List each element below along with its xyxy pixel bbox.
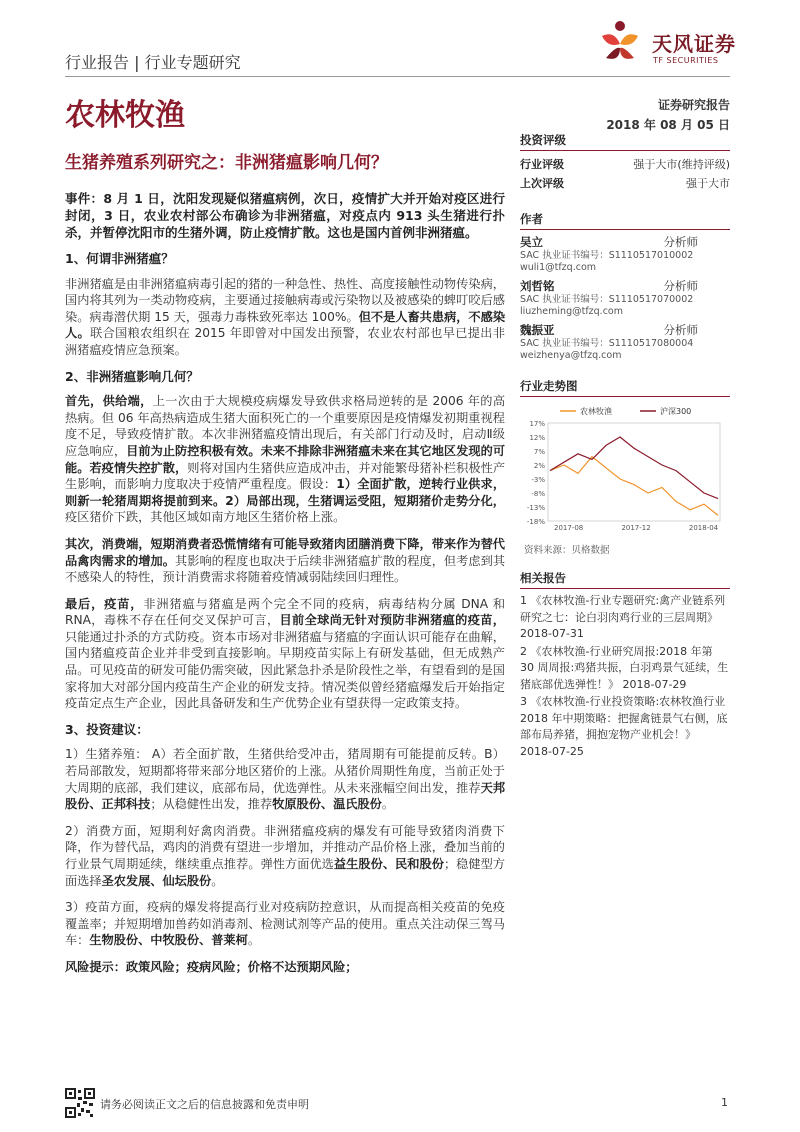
series-line bbox=[550, 457, 718, 516]
text: 3）疫苗方面，疫病的爆发将提高行业对疫病防控意识，从而提高相关疫苗的免疫覆盖率；并短期增加兽药如消毒剂、检测试剂等产品的使用。重点关注动保三驾马车： bbox=[65, 900, 505, 948]
text: 。 bbox=[381, 797, 395, 812]
text: 。 bbox=[211, 873, 224, 888]
paragraph-5 bbox=[65, 746, 505, 812]
text-bold: 风险提示：政策风险；疫病风险；价格不达预期风险； bbox=[65, 959, 358, 974]
text-bold: 首先，供给端， bbox=[65, 394, 153, 409]
author-sac: SAC 执业证书编号：S1110517080004 bbox=[520, 338, 694, 349]
rating-row bbox=[520, 155, 730, 174]
author-role: 分析师 bbox=[663, 235, 698, 249]
text: 。 bbox=[247, 933, 260, 948]
y-tick-label: -3% bbox=[531, 476, 545, 484]
text: 疫区猪价下跌，其他区域如南方地区生猪价格上涨。 bbox=[65, 510, 346, 525]
rating-value: 强于大市(维持评级) bbox=[633, 158, 730, 171]
logo-text-en: TF SECURITIES bbox=[653, 56, 719, 65]
author-name-row bbox=[520, 322, 730, 338]
footer-disclaimer: 请务必阅读正文之后的信息披露和免责申明 bbox=[100, 1098, 309, 1111]
author-email[interactable]: weizhenya@tfzq.com bbox=[520, 350, 622, 361]
rating-row bbox=[520, 174, 730, 193]
trend-heading: 行业走势图 bbox=[520, 378, 730, 397]
paragraph-1 bbox=[65, 276, 505, 359]
paragraph-4 bbox=[65, 596, 505, 712]
y-tick-label: 2% bbox=[533, 462, 545, 470]
text-bold: 目前为止防控积极有效。未来不排除非洲猪瘟未来在其它地区发现的可能。若疫情失控扩散， bbox=[65, 443, 506, 475]
x-tick-label: 2018-04 bbox=[688, 524, 719, 532]
chart-source: 资料来源：贝格数据 bbox=[524, 545, 610, 556]
text-bold: 其次，消费端，短期消费者恐慌情绪有可能导致猪肉团膳消费下降，带来作为替代品禽肉需求的增加。 bbox=[65, 536, 505, 568]
legend-label: 农林牧渔 bbox=[580, 407, 612, 416]
related-heading: 相关报告 bbox=[520, 570, 730, 589]
text-bold: 生物股份、中牧股份、普莱柯 bbox=[89, 933, 248, 948]
text-bold: 最后，疫苗， bbox=[65, 596, 144, 611]
series-line bbox=[550, 437, 718, 499]
y-tick-label: 12% bbox=[529, 434, 545, 442]
author-block bbox=[520, 278, 730, 318]
author-email[interactable]: wuli1@tfzq.com bbox=[520, 262, 597, 273]
text: 联合国粮农组织在 2015 年即曾对中国发出预警，农业农村部也早已提出非洲猪瘟疫情应急预案。 bbox=[65, 326, 506, 357]
author-name: 刘哲铭 bbox=[520, 279, 555, 293]
related-report-item[interactable]: 1 《农林牧渔-行业专题研究:禽产业链系列研究之七：论白羽肉鸡行业的三层周期》 2018-07-31 bbox=[520, 594, 726, 640]
report-date: 2018 年 08 月 05 日 bbox=[606, 118, 730, 132]
legend-label: 沪深300 bbox=[660, 407, 692, 416]
related-reports bbox=[520, 570, 730, 761]
text-bold: 天邦股份、正邦科技 bbox=[65, 780, 506, 812]
sidebar bbox=[520, 132, 730, 366]
author-role: 分析师 bbox=[663, 279, 698, 293]
section-heading-3: 3、投资建议： bbox=[65, 721, 149, 737]
text: ；稳健型方面选择 bbox=[65, 857, 506, 888]
rating-key: 上次评级 bbox=[520, 177, 564, 190]
related-report-item[interactable]: 2 《农林牧渔-行业研究周报:2018 年第 30 周周报:鸡猪共振，白羽鸡景气延续，生猪底部优选弹性！》 2018-07-29 bbox=[520, 644, 729, 691]
author-sac: SAC 执业证书编号：S1110517010002 bbox=[520, 250, 694, 261]
rating-value: 强于大市 bbox=[686, 177, 730, 190]
page-number: 1 bbox=[721, 1096, 728, 1109]
paragraph-6 bbox=[65, 823, 505, 889]
text-bold: 但不是人畜共患病，不感染人。 bbox=[65, 309, 506, 341]
y-tick-label: -13% bbox=[526, 504, 545, 512]
x-tick-label: 2017-12 bbox=[621, 524, 651, 532]
header-divider bbox=[65, 76, 730, 77]
related-report-item[interactable]: 3 《农林牧渔-行业投资策略:农林牧渔行业 2018 年中期策略：把握禽链景气右侧，底部布局养猪，拥抱宠物产业机会！》 2018-07-25 bbox=[520, 695, 728, 758]
text: 1）生猪养殖： A）若全面扩散，生猪供给受冲击，猪周期有可能提前反转。B）若局部散发，短期都将带来部分地区猪价的上涨。从猪价周期性角度，当前正处于大周期的底部，我们建议，底部布局，优选弹性。从未来涨幅空间出发，推荐 bbox=[65, 747, 505, 795]
text: 则将对国内生猪供应造成冲击，并对能繁母猪补栏积极性产生影响，而影响力度取决于疫情严重程度。假设： bbox=[65, 460, 506, 492]
author-name: 吴立 bbox=[520, 235, 543, 249]
paragraph-7 bbox=[65, 899, 505, 949]
text: 只能通过扑杀的方式防疫。资本市场对非洲猪瘟与猪瘟的字面认识可能存在曲解，国内猪瘟疫苗企业并非受到直接影响。早期疫苗实际上有研发基础，但无成熟产品。可见疫苗的研发可能仍需突破，因此紧急扑杀是阶段性之举，有望看到的是国家将加大对部分国内疫苗生产企业的研发支持。情况类似曾经猪瘟爆发后开始指定疫苗定点生产企业，因此具备研发和生产优势企业有望获得一定政策支持。 bbox=[65, 629, 505, 711]
sector-title: 农林牧渔 bbox=[65, 98, 185, 133]
author-role: 分析师 bbox=[663, 323, 698, 337]
x-tick-label: 2017-08 bbox=[554, 524, 584, 532]
text: 2）消费方面，短期利好禽肉消费。非洲猪瘟疫病的爆发有可能导致猪肉消费下降，作为替代品，鸡肉的消费有望进一步增加，并推动产品价格上涨，叠加当前的行业景气周期延续，继续重点推荐。弹性方面优选 bbox=[65, 823, 505, 871]
author-block bbox=[520, 234, 730, 274]
qr-code-icon bbox=[65, 1088, 95, 1118]
plot-frame bbox=[548, 423, 720, 521]
risk-warning bbox=[65, 959, 505, 976]
y-tick-label: -18% bbox=[526, 518, 545, 526]
author-name: 魏振亚 bbox=[520, 323, 555, 337]
section-heading-1: 1、何谓非洲猪瘟？ bbox=[65, 251, 174, 266]
report-title: 生猪养殖系列研究之：非洲猪瘟影响几何？ bbox=[65, 153, 388, 173]
rating-heading: 投资评级 bbox=[520, 132, 730, 151]
text: 上一次由于大规模疫病爆发导致供求格局逆转的是 2006 年的高热病。但 06 年高热病造成生猪大面积死亡的一个重要原因是疫情爆发初期重视程度不足，导致疫情扩散。本次非洲猪瘟疫情出现后，有关部门行动及时，启动Ⅱ级应急响应， bbox=[65, 394, 506, 458]
author-name-row bbox=[520, 278, 730, 294]
text: 其影响的程度也取决于后续非洲猪瘟扩散的程度，但考虑到其不感染人的特性，预计消费需求将随着疫情减弱陆续回归理性。 bbox=[65, 553, 506, 585]
text-bold: 牧原股份、温氏股份 bbox=[272, 797, 382, 812]
text-bold: 目前全球尚无针对预防非洲猪瘟的疫苗， bbox=[279, 613, 505, 628]
main-content bbox=[65, 190, 505, 986]
event-paragraph: 事件：8 月 1 日，沈阳发现疑似猪瘟病例，次日，疫情扩大并开始对疫区进行封闭，3 日，农业农村部公布确诊为非洲猪瘟，对疫点内 913 头生猪进行扑杀，并暂停沈阳市的生猪外调，防止疫情扩散。这也是国内首例非洲猪瘟。 bbox=[65, 191, 505, 240]
author-sac: SAC 执业证书编号：S1110517070002 bbox=[520, 294, 694, 305]
y-tick-label: 17% bbox=[529, 420, 545, 428]
paragraph-3 bbox=[65, 536, 505, 586]
doc-type: 证券研究报告 bbox=[657, 98, 730, 112]
trend-chart bbox=[520, 378, 730, 532]
trend-chart-svg bbox=[520, 401, 730, 541]
paragraph-2 bbox=[65, 393, 505, 526]
section-heading-2: 2、非洲猪瘟影响几何？ bbox=[65, 368, 199, 384]
y-tick-label: 7% bbox=[533, 448, 545, 456]
author-email[interactable]: liuzheming@tfzq.com bbox=[520, 306, 623, 317]
text-bold: 益生股份、民和股份 bbox=[333, 857, 444, 871]
logo-text: 天风证券 bbox=[652, 32, 736, 56]
text: ；从稳健性出发，推荐 bbox=[150, 797, 273, 812]
text-bold: 圣农发展、仙坛股份 bbox=[101, 873, 212, 888]
authors-heading: 作者 bbox=[520, 211, 730, 230]
text: 非洲猪瘟是由非洲猪瘟病毒引起的猪的一种急性、热性、高度接触性动物传染病，国内将其列为一类动物疫病，主要通过接触病毒或污染物以及被感染的蜱叮咬后感染。病毒潜伏期 15 天，强毒力毒株致死率达 100%。 bbox=[65, 276, 505, 324]
text-bold: 1）全面扩散，逆转行业供求，则新一轮猪周期将提前到来。2）局部出现，生猪调运受阻，短期猪价走势分化， bbox=[65, 477, 506, 508]
text: 非洲猪瘟与猪瘟是两个完全不同的疫病，病毒结构分属 DNA 和 RNA，毒株不存在任何交叉保护可言， bbox=[65, 596, 506, 628]
author-name-row bbox=[520, 234, 730, 250]
author-block bbox=[520, 322, 730, 362]
rating-key: 行业评级 bbox=[520, 158, 564, 171]
y-tick-label: -8% bbox=[531, 490, 545, 498]
report-type: 行业报告 | 行业专题研究 bbox=[65, 53, 241, 72]
